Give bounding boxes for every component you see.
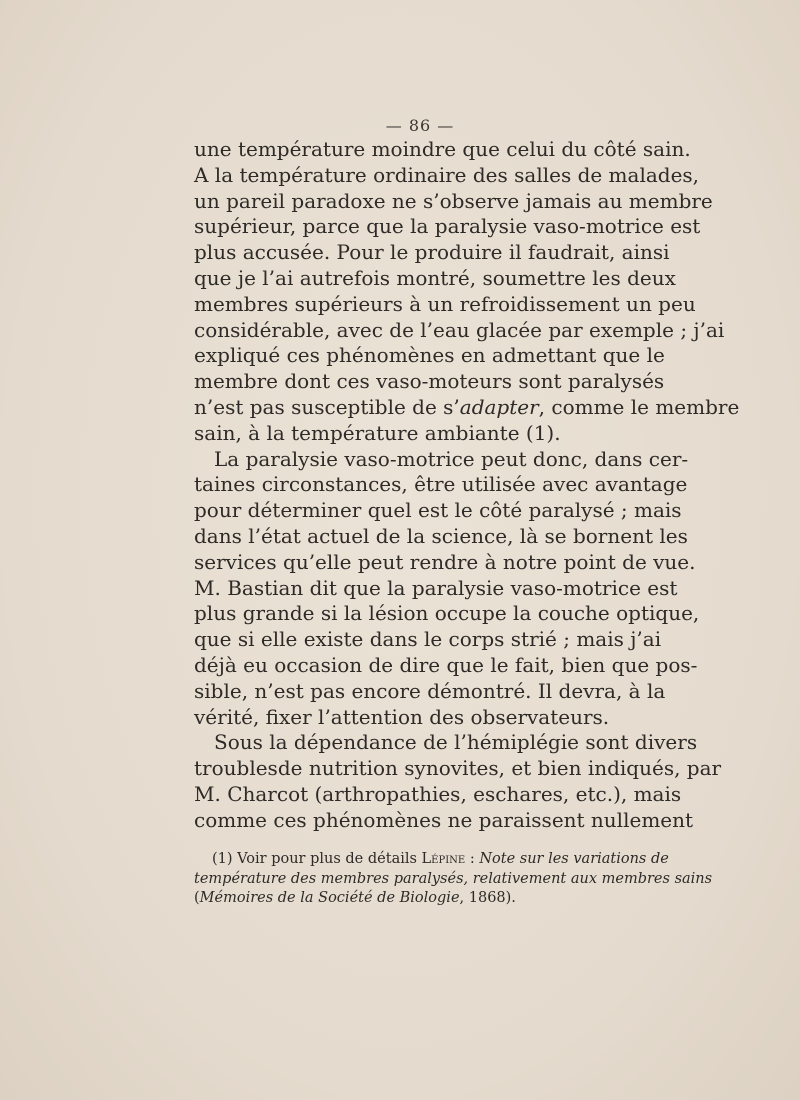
paragraph (194, 137, 740, 447)
text-segment: , 1868). (459, 890, 516, 906)
body-text (194, 137, 740, 834)
text-line (194, 394, 740, 421)
text-segment: : (465, 851, 480, 867)
text-line: troublesde nutrition synovites, et bien indiqués, par (194, 756, 722, 781)
footnote (194, 850, 713, 909)
text-line: taines circonstances, être utilisée avec avantage (194, 472, 688, 497)
footnote-author: Lépine (421, 851, 466, 867)
text-line: services qu’elle peut rendre à notre point de vue. (194, 549, 696, 574)
text-segment: ( (194, 890, 200, 906)
text-line: plus grande si la lésion occupe la couche optique, (194, 601, 700, 626)
paragraph (194, 446, 700, 731)
text-line: un pareil paradoxe ne s’observe jamais au membre (194, 188, 713, 213)
text-line: M. Charcot (arthropathies, eschares, etc.), mais (194, 781, 682, 806)
text-line: A la température ordinaire des salles de malades, (194, 162, 700, 187)
paragraph (194, 730, 722, 833)
text-line: une température moindre que celui du côté sain. (194, 137, 691, 161)
text-line: sain, à la température ambiante (1). (194, 420, 561, 445)
text-line: pour déterminer quel est le côté paralysé ; mais (194, 498, 682, 523)
footnote-journal: Mémoires de la Société de Biologie (199, 890, 460, 906)
text-line: supérieur, parce que la paralysie vaso-motrice est (194, 214, 701, 239)
text-segment: Voir pour plus de détails (232, 851, 422, 867)
text-line: membres supérieurs à un refroidissement un peu (194, 291, 696, 316)
text-line: considérable, avec de l’eau glacée par exemple ; j’ai (194, 317, 725, 342)
text-line: que si elle existe dans le corps strié ; mais j’ai (194, 627, 662, 652)
footnote-line (212, 850, 669, 870)
page-number: — 86 — (385, 116, 455, 135)
emphasized-word: adapter (459, 394, 539, 419)
text-line: La paralysie vaso-motrice peut donc, dans cer- (214, 446, 689, 471)
text-line: que je l’ai autrefois montré, soumettre les deux (194, 265, 676, 290)
footnote-title: Note sur les variations de (479, 851, 669, 867)
text-line: vérité, fixer l’attention des observateurs. (194, 704, 610, 729)
footnote-marker: (1) (212, 851, 233, 867)
text-line: membre dont ces vaso-moteurs sont paralysés (194, 369, 665, 394)
text-segment: , comme le membre (538, 394, 740, 419)
footnote-line: température des membres paralysés, relativement aux membres sains (194, 870, 713, 887)
footnote-line (194, 889, 642, 909)
text-line: plus accusée. Pour le produire il faudrait, ainsi (194, 240, 670, 265)
text-line: expliqué ces phénomènes en admettant que le (194, 343, 665, 368)
text-line: dans l’état actuel de la science, là se bornent les (194, 523, 688, 548)
text-line: Sous la dépendance de l’hémiplégie sont divers (214, 730, 698, 755)
text-line: comme ces phénomènes ne paraissent nullement (194, 807, 694, 832)
text-segment: n’est pas susceptible de s’ (194, 394, 460, 419)
text-line: M. Bastian dit que la paralysie vaso-motrice est (194, 575, 678, 600)
text-line: sible, n’est pas encore démontré. Il devra, à la (194, 678, 666, 703)
text-line: déjà eu occasion de dire que le fait, bien que pos- (194, 652, 698, 677)
